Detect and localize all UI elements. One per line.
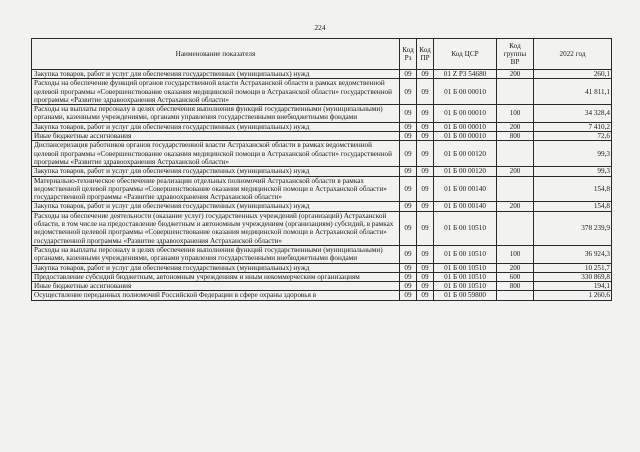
row-amount: 194,1 [534, 282, 612, 291]
row-rz: 09 [400, 245, 417, 263]
row-name: Расходы на выплаты персоналу в целях обеспечения выполнения функций государственными (муниципальными) органами, казенными учреждениями, органами управления государственными внебюджетными фондами [32, 245, 400, 263]
row-amount: 260,1 [534, 70, 612, 79]
row-name: Расходы на обеспечение деятельности (оказание услуг) государственных учреждений (организаций) Астраханской области, в том числе на предоставление бюджетным и автономным учреждениям (организациям) субсидий, в рамках ведомственной целевой программы «Совершенствование оказания медицинской помощи в Астраханской области» государственной программы «Развитие здравоохранения Астраханской области» [32, 211, 400, 245]
row-csr: 01 Z P3 54680 [434, 70, 497, 79]
row-vr [497, 79, 534, 105]
row-csr: 01 Б 00 10510 [434, 272, 497, 281]
page-number: 224 [314, 23, 326, 32]
header-rz: Код Рз [400, 39, 417, 70]
row-amount: 330 869,8 [534, 272, 612, 281]
row-name: Закупка товаров, работ и услуг для обеспечения государственных (муниципальных) нужд [32, 122, 400, 131]
table-row [32, 263, 612, 272]
row-name: Закупка товаров, работ и услуг для обеспечения государственных (муниципальных) нужд [32, 167, 400, 176]
row-csr: 01 Б 00 00010 [434, 132, 497, 141]
row-amount: 10 251,7 [534, 263, 612, 272]
table-row [32, 211, 612, 245]
row-csr: 01 Б 00 10510 [434, 211, 497, 245]
row-rz: 09 [400, 167, 417, 176]
row-amount: 72,6 [534, 132, 612, 141]
row-pr: 09 [417, 122, 434, 131]
row-rz: 09 [400, 272, 417, 281]
row-vr: 200 [497, 263, 534, 272]
header-csr: Код ЦСР [434, 39, 497, 70]
row-name: Осуществление переданных полномочий Российской Федерации в сфере охраны здоровья в [32, 291, 400, 300]
row-csr: 01 Б 00 00140 [434, 176, 497, 202]
row-rz: 09 [400, 141, 417, 167]
row-csr: 01 Б 00 00010 [434, 79, 497, 105]
table-row [32, 176, 612, 202]
row-amount: 36 924,3 [534, 245, 612, 263]
table-row [32, 132, 612, 141]
row-amount: 7 410,2 [534, 122, 612, 131]
header-name: Наименование показателя [32, 39, 400, 70]
row-vr: 800 [497, 282, 534, 291]
row-csr: 01 Б 00 59800 [434, 291, 497, 300]
header-pr: Код ПР [417, 39, 434, 70]
row-rz: 09 [400, 122, 417, 131]
table-row [32, 202, 612, 211]
row-rz: 09 [400, 282, 417, 291]
row-name: Иные бюджетные ассигнования [32, 282, 400, 291]
row-rz: 09 [400, 291, 417, 300]
row-pr: 09 [417, 167, 434, 176]
row-name: Расходы на обеспечение функций органов государственной власти Астраханской области в рамках ведомственной целевой программы «Совершенствование оказания медицинской помощи в Астраханской области» государственной программы «Развитие здравоохранения Астраханской области» [32, 79, 400, 105]
row-vr: 200 [497, 122, 534, 131]
row-pr: 09 [417, 141, 434, 167]
table-row [32, 79, 612, 105]
row-pr: 09 [417, 245, 434, 263]
row-vr: 600 [497, 272, 534, 281]
row-vr: 200 [497, 202, 534, 211]
row-csr: 01 Б 00 00010 [434, 122, 497, 131]
row-rz: 09 [400, 176, 417, 202]
row-pr: 09 [417, 202, 434, 211]
row-pr: 09 [417, 132, 434, 141]
row-vr: 100 [497, 105, 534, 123]
row-pr: 09 [417, 176, 434, 202]
row-csr: 01 Б 00 10510 [434, 245, 497, 263]
row-csr: 01 Б 00 10510 [434, 263, 497, 272]
row-rz: 09 [400, 263, 417, 272]
row-vr: 800 [497, 132, 534, 141]
row-rz: 09 [400, 70, 417, 79]
row-rz: 09 [400, 132, 417, 141]
row-vr [497, 176, 534, 202]
row-vr [497, 211, 534, 245]
row-name: Предоставление субсидий бюджетным, автономным учреждениям и иным некоммерческим организациям [32, 272, 400, 281]
row-pr: 09 [417, 291, 434, 300]
row-pr: 09 [417, 211, 434, 245]
row-rz: 09 [400, 211, 417, 245]
row-pr: 09 [417, 79, 434, 105]
table-row [32, 245, 612, 263]
table-row [32, 122, 612, 131]
table-row [32, 70, 612, 79]
row-csr: 01 Б 00 00010 [434, 105, 497, 123]
row-amount: 1 260,6 [534, 291, 612, 300]
row-amount: 99,3 [534, 141, 612, 167]
table-row [32, 167, 612, 176]
row-name: Диспансеризация работников органов государственной власти Астраханской области в рамках ведомственной целевой программы «Совершенствование оказания медицинской помощи в Астраханской области» государственной программы «Развитие здравоохранения Астраханской области» [32, 141, 400, 167]
row-rz: 09 [400, 79, 417, 105]
header-year: 2022 год [534, 39, 612, 70]
row-pr: 09 [417, 70, 434, 79]
row-pr: 09 [417, 263, 434, 272]
row-pr: 09 [417, 282, 434, 291]
table-row [32, 272, 612, 281]
row-name: Закупка товаров, работ и услуг для обеспечения государственных (муниципальных) нужд [32, 263, 400, 272]
row-amount: 154,8 [534, 202, 612, 211]
table-row [32, 291, 612, 300]
row-vr: 200 [497, 167, 534, 176]
row-vr [497, 291, 534, 300]
row-amount: 154,8 [534, 176, 612, 202]
row-amount: 378 239,9 [534, 211, 612, 245]
budget-table [31, 38, 612, 301]
row-vr: 200 [497, 70, 534, 79]
row-csr: 01 Б 00 00120 [434, 141, 497, 167]
row-rz: 09 [400, 202, 417, 211]
row-vr [497, 141, 534, 167]
table-header-row [32, 39, 612, 70]
row-name: Закупка товаров, работ и услуг для обеспечения государственных (муниципальных) нужд [32, 70, 400, 79]
header-vr: Код группы ВР [497, 39, 534, 70]
row-csr: 01 Б 00 00120 [434, 167, 497, 176]
row-amount: 99,3 [534, 167, 612, 176]
row-amount: 34 328,4 [534, 105, 612, 123]
row-csr: 01 Б 00 10510 [434, 282, 497, 291]
row-amount: 41 811,1 [534, 79, 612, 105]
table-row [32, 105, 612, 123]
row-csr: 01 Б 00 00140 [434, 202, 497, 211]
table-row [32, 282, 612, 291]
row-rz: 09 [400, 105, 417, 123]
row-vr: 100 [497, 245, 534, 263]
row-name: Расходы на выплаты персоналу в целях обеспечения выполнения функций государственными (муниципальными) органами, казенными учреждениями, органами управления государственными внебюджетными фондами [32, 105, 400, 123]
table-row [32, 141, 612, 167]
row-name: Закупка товаров, работ и услуг для обеспечения государственных (муниципальных) нужд [32, 202, 400, 211]
row-name: Иные бюджетные ассигнования [32, 132, 400, 141]
row-pr: 09 [417, 105, 434, 123]
row-pr: 09 [417, 272, 434, 281]
row-name: Материально-техническое обеспечение реализации отдельных полномочий Астраханской области в рамках ведомственной целевой программы «Совершенствование оказания медицинской помощи в Астраханской области» государственной программы «Развитие здравоохранения Астраханской области» [32, 176, 400, 202]
